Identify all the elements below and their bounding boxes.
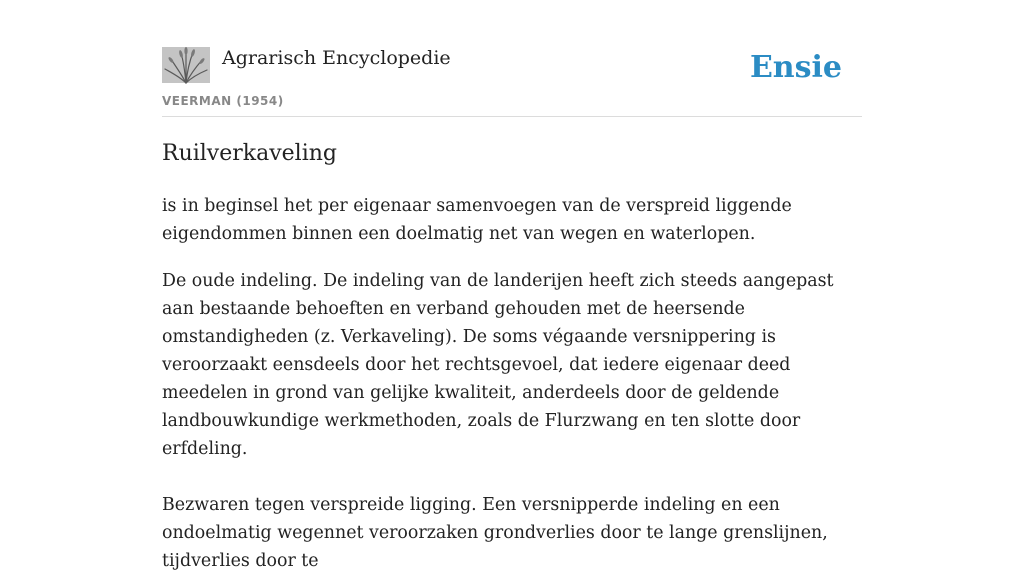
article-paragraph: is in beginsel het per eigenaar samenvoegen van de verspreid liggende eigendommen binnen een doelmatig net van wegen en waterlopen. <box>162 196 792 244</box>
article-title: Ruilverkaveling <box>162 141 337 166</box>
book-title[interactable]: Agrarisch Encyclopedie <box>222 47 451 69</box>
article <box>162 138 862 575</box>
wheat-icon[interactable] <box>162 47 210 83</box>
page-header <box>162 44 862 117</box>
edition-label: VEERMAN (1954) <box>162 94 284 108</box>
article-paragraph: Bezwaren tegen verspreide ligging. Een versnipperde indeling en een ondoelmatig wegennet veroorzaken grondverlies door te lange grenslijnen, tijdverlies door te <box>162 495 828 571</box>
article-paragraph: De oude indeling. De indeling van de landerijen heeft zich steeds aangepast aan bestaande behoeften en verband gehouden met de heersende omstandigheden (z. Verkaveling). De soms végaande versnippering is veroorzaakt eensdeels door het rechtsgevoel, dat iedere eigenaar deed meedelen in grond van gelijke kwaliteit, anderdeels door de geldende landbouwkundige werkmethoden, zoals de Flurzwang en ten slotte door erfdeling. <box>162 271 834 459</box>
brand-logo[interactable]: Ensie <box>749 50 842 85</box>
